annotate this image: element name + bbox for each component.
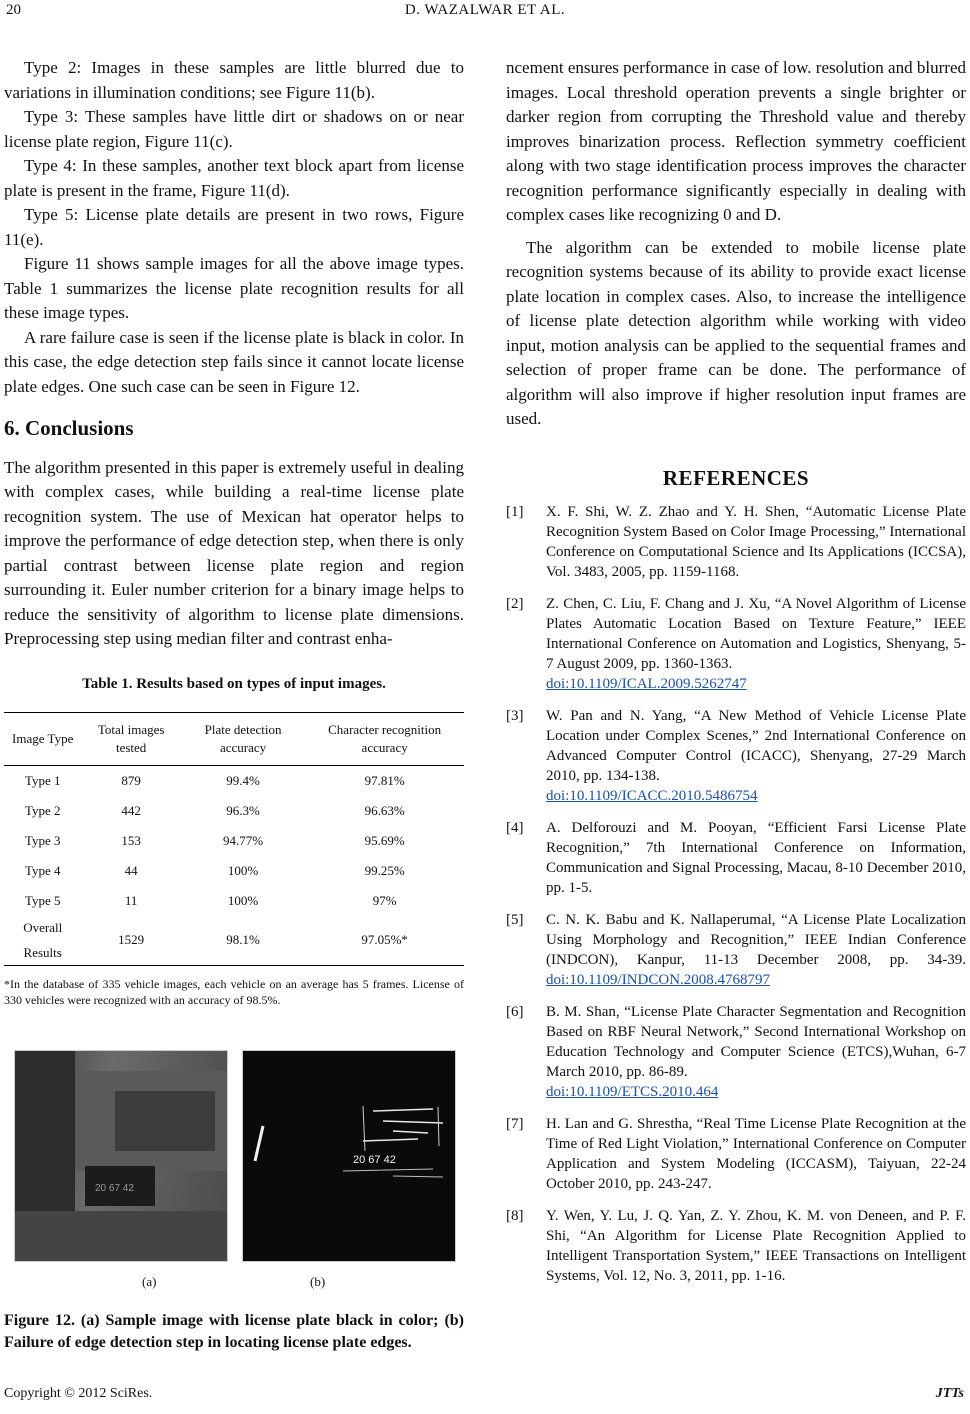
ref-doi-link[interactable]: doi:10.1109/ICACC.2010.5486754 [546, 788, 758, 804]
cell-total: 11 [124, 892, 138, 908]
table-row [4, 886, 464, 916]
para-continued: ncement ensures performance in case of low. resolution and blurred images. Local threshold operation prevents a single brighter or darker region from corrupting the Threshold value and thereby improves binarization process. Reflection symmetry coefficient along with two stage identification process improves the character recognition performance significantly especially in dealing with complex cases like recognizing 0 and D. [506, 58, 966, 224]
ref-text: A. Delforouzi and M. Pooyan, “Efficient Farsi License Plate Recognition,” 7th International Conference on Information, Communication and Signal Processing, Macau, 8-10 December 2010, pp. 1-5. [546, 820, 966, 896]
para-conclusions: The algorithm presented in this paper is extremely useful in dealing with complex cases, while building a real-time license plate recognition system. The use of Mexican hat operator helps to improve the performance of edge detection step, when there is only partial contrast between license plate region and region surrounding it. Euler number criterion for a binary image helps to reduce the sensitivity of algorithm to license plate dimensions. Preprocessing step using median filter and contrast enha- [4, 457, 464, 648]
table-caption: Table 1. Results based on types of input images. [82, 675, 386, 692]
cell-char: 95.69% [364, 832, 405, 848]
edge-detection-output [243, 1051, 455, 1261]
ref-text: H. Lan and G. Shrestha, “Real Time License Plate Recognition at the Time of Red Light Violation,” International Conference on Computer Application and System Modeling (ICCASM), Taiyuan, 22-24 October 2010, pp. 243-247. [546, 1116, 966, 1192]
ref-doi-link[interactable]: doi:10.1109/INDCON.2008.4768797 [546, 972, 771, 988]
ref-number: [4] [506, 820, 524, 836]
cell-char: 99.25% [364, 862, 405, 878]
cell-plate: 98.1% [226, 932, 260, 948]
figure-caption: Figure 12. (a) Sample image with license plate black in color; (b) Failure of edge detection step in locating license plate edges. [4, 1312, 464, 1351]
figure-12 [4, 1050, 464, 1260]
ref-text: W. Pan and N. Yang, “A New Method of Vehicle License Plate Location under Complex Scenes,” 2nd International Conference on Advanced Computer Control (ICACC), Shenyang, 27-29 March 2010, pp. 134-138. [546, 708, 966, 784]
car-black-plate-graphic [15, 1051, 227, 1261]
ref-number: [3] [506, 708, 524, 724]
plate-a-text: 20 67 42 [95, 1183, 134, 1194]
table-row-overall [4, 916, 464, 966]
para-type2: Type 2: Images in these samples are little blurred due to variations in illumination conditions; see Figure 11(b). [4, 58, 464, 102]
running-authors: D. WAZALWAR ET AL. [404, 2, 566, 18]
ref-text: X. F. Shi, W. Z. Zhao and Y. H. Shen, “Automatic License Plate Recognition System Based on Color Image Processing,” International Conference on Computational Science and Its Applications (ICCSA), Vol. 3483, 2005, pp. 1159-1168. [546, 504, 966, 580]
figure-sublabels [4, 1270, 464, 1294]
cell-char: 97.05%* [361, 932, 408, 948]
header-char-accuracy: Character recognition accuracy [328, 722, 442, 755]
header-total-images: Total images tested [97, 722, 165, 755]
section-title-conclusions: 6. Conclusions [4, 416, 134, 440]
cell-char: 97.81% [364, 772, 405, 788]
ref-text: Y. Wen, Y. Lu, J. Q. Yan, Z. Y. Zhou, K. M. von Deneen, and P. F. Shi, “An Algorithm for License Plate Recognition Applied to Intelligent Transportation System,” IEEE Transactions on Intelligent Systems, Vol. 12, No. 3, 2011, pp. 1-16. [546, 1208, 966, 1284]
ref-number: [7] [506, 1116, 524, 1132]
cell-plate: 100% [227, 892, 259, 908]
table-header-row [4, 713, 464, 766]
plate-b-text: 20 67 42 [353, 1154, 396, 1166]
right-column [506, 56, 966, 1298]
page-header [0, 2, 970, 26]
cell-total: 44 [124, 862, 138, 878]
para-type4: Type 4: In these samples, another text block apart from license plate is present in the frame, Figure 11(d). [4, 156, 464, 200]
ref-doi-link[interactable]: doi:10.1109/ICAL.2009.5262747 [546, 676, 747, 692]
ref-text: C. N. K. Babu and K. Nallaperumal, “A License Plate Localization Using Morphology and Recognition,” IEEE Indian Conference (INDCON), Kanpur, 11-13 December 2008, pp. 34-39. [546, 912, 966, 968]
ref-text: B. M. Shan, “License Plate Character Segmentation and Recognition Based on RBF Neural Network,” Second International Workshop on Education Technology and Computer Science (ETCS),Wuhan, 6-7 March 2010, pp. 86-89. [546, 1004, 966, 1080]
reference-item [506, 594, 966, 694]
journal-name: JTTs [935, 1386, 964, 1401]
para-type5: Type 5: License plate details are present in two rows, Figure 11(e). [4, 205, 464, 249]
cell-char: 96.63% [364, 802, 405, 818]
figure-label-b: (b) [310, 1274, 326, 1289]
ref-number: [8] [506, 1208, 524, 1224]
cell-char: 97% [372, 892, 397, 908]
para-extension: The algorithm can be extended to mobile license plate recognition systems because of its ability to provide exact license plate location in complex cases. Also, to increase the intelligence of license plate detection algorithm while working with video input, motion analysis can be applied to the sequential frames and selection of proper frame can be done. The performance of algorithm will also improve if higher resolution input frames are used. [506, 237, 966, 428]
references-title: REFERENCES [662, 465, 810, 490]
cell-type: Type 1 [24, 772, 61, 788]
cell-type: Type 4 [24, 862, 61, 878]
reference-item [506, 706, 966, 806]
left-column [4, 56, 464, 1354]
cell-total: 153 [121, 832, 141, 848]
figure-label-a: (a) [142, 1274, 157, 1289]
header-plate-accuracy: Plate detection accuracy [204, 722, 282, 755]
ref-doi-link[interactable]: doi:10.1109/ETCS.2010.464 [546, 1084, 719, 1100]
table-row [4, 796, 464, 826]
cell-plate: 94.77% [223, 832, 264, 848]
para-figure11: Figure 11 shows sample images for all the above image types. Table 1 summarizes the license plate recognition results for all these image types. [4, 254, 464, 322]
ref-number: [1] [506, 504, 524, 520]
cell-plate: 100% [227, 862, 259, 878]
reference-item [506, 1114, 966, 1194]
reference-item [506, 1002, 966, 1102]
para-type3: Type 3: These samples have little dirt or shadows on or near license plate region, Figure 11(c). [4, 107, 464, 151]
table-row [4, 826, 464, 856]
reference-item [506, 1206, 966, 1286]
ref-number: [5] [506, 912, 524, 928]
results-table [4, 712, 464, 966]
page-number: 20 [6, 2, 21, 18]
cell-total: 879 [121, 772, 141, 788]
cell-type: Type 2 [24, 802, 61, 818]
table-row [4, 766, 464, 797]
header-image-type: Image Type [12, 731, 74, 746]
reference-item [506, 502, 966, 582]
cell-type: Overall Results [23, 920, 63, 960]
cell-total: 442 [121, 802, 141, 818]
reference-item [506, 818, 966, 898]
ref-number: [6] [506, 1004, 524, 1020]
figure-12a-image [14, 1050, 228, 1262]
table-footnote: *In the database of 335 vehicle images, each vehicle on an average has 5 frames. License of 330 vehicles were recognized with an accuracy of 98.5%. [4, 977, 464, 1007]
copyright-text: Copyright © 2012 SciRes. [4, 1386, 153, 1401]
cell-type: Type 5 [24, 892, 61, 908]
ref-number: [2] [506, 596, 524, 612]
cell-type: Type 3 [24, 832, 61, 848]
cell-total: 1529 [118, 932, 145, 948]
para-failure-case: A rare failure case is seen if the license plate is black in color. In this case, the edge detection step fails since it cannot locate license plate edges. One such case can be seen in Figure 12. [4, 327, 464, 396]
cell-plate: 96.3% [226, 802, 260, 818]
figure-12b-image [242, 1050, 456, 1262]
reference-item [506, 910, 966, 990]
cell-plate: 99.4% [226, 772, 260, 788]
table-row [4, 856, 464, 886]
ref-text: Z. Chen, C. Liu, F. Chang and J. Xu, “A Novel Algorithm of License Plates Automatic Location Based on Texture Feature,” IEEE International Conference on Automation and Logistics, Shenyang, 5-7 August 2009, pp. 1360-1363. [546, 596, 966, 672]
